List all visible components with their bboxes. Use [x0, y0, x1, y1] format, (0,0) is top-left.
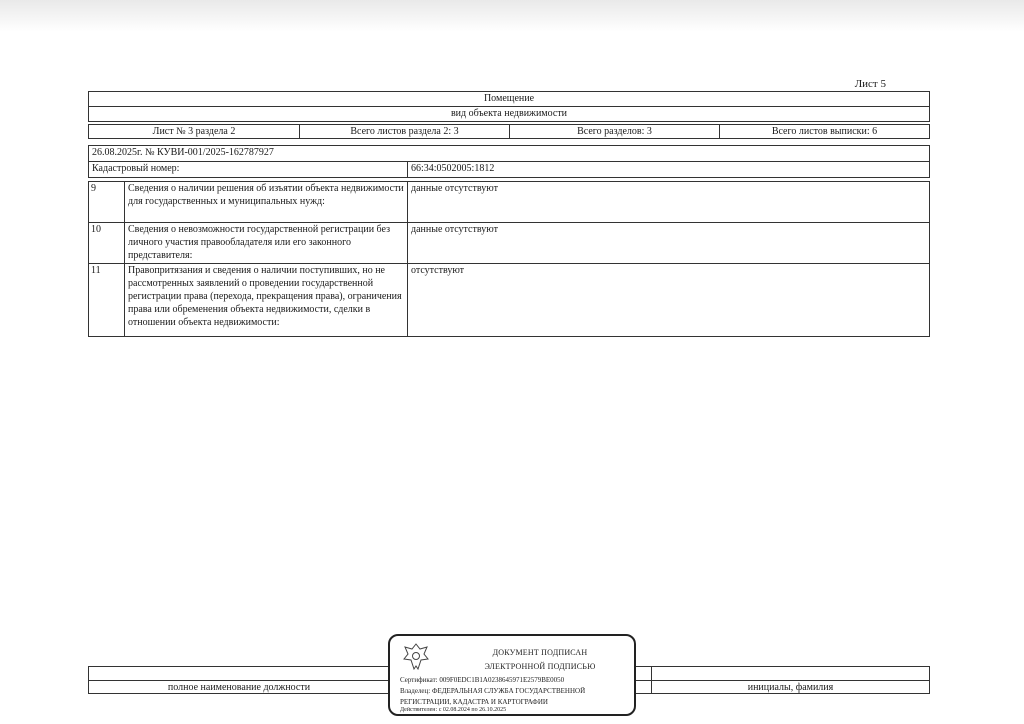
name-field: [651, 667, 929, 680]
table-row: [89, 263, 929, 336]
cadastral-number-label: Кадастровый номер:: [92, 163, 180, 174]
row-description: Правопритязания и сведения о наличии поступивших, но не рассмотренных заявлений о проведении государственной регистрации права (перехода, прекращения права), ограничения права или обременения объекта недвижимости, сделки в отношении объекта недвижимости:: [124, 264, 407, 336]
table-row: [89, 222, 929, 263]
row-value: отсутствуют: [407, 264, 929, 336]
table-row: [89, 182, 929, 222]
row-value: данные отсутствуют: [407, 182, 929, 222]
stamp-title: ДОКУМЕНТ ПОДПИСАН: [492, 648, 588, 657]
sheets-info-row: [88, 124, 930, 139]
row-number: 9: [91, 183, 96, 194]
stamp-validity: Действителен: с 02.08.2024 по 26.10.2025: [400, 707, 507, 713]
cadastral-number-value: 66:34:0502005:1812: [407, 162, 929, 177]
stamp-owner-continued: РЕГИСТРАЦИИ, КАДАСТРА И КАРТОГРАФИИ: [400, 698, 548, 706]
object-type-header: [88, 91, 930, 122]
row-number: 10: [91, 224, 101, 235]
position-caption: полное наименование должности: [167, 682, 311, 693]
name-caption: инициалы, фамилия: [651, 681, 929, 694]
stamp-subtitle: ЭЛЕКТРОННОЙ ПОДПИСЬЮ: [484, 662, 596, 671]
sheet-number: Лист 5: [854, 78, 886, 90]
electronic-signature-stamp: [388, 634, 636, 716]
position-field: [89, 667, 389, 680]
row-number: 11: [91, 265, 101, 276]
row-description: Сведения о невозможности государственной регистрации без личного участия правообладателя или его законного представителя:: [124, 223, 407, 263]
stamp-certificate: Сертификат: 009F0EDC1B1A0238645971E2579BE0050: [400, 676, 565, 684]
row-value: данные отсутствуют: [407, 223, 929, 263]
cadastral-block: [88, 145, 930, 178]
row-description: Сведения о наличии решения об изъятии объекта недвижимости для государственных и муниципальных нужд:: [124, 182, 407, 222]
coat-of-arms-icon: [402, 642, 430, 672]
total-extract-sheets: Всего листов выписки: 6: [719, 125, 929, 138]
details-table: [88, 181, 930, 337]
document-reference: 26.08.2025г. № КУВИ-001/2025-162787927: [92, 147, 274, 158]
scan-top-shade: [0, 0, 1024, 32]
stamp-owner: Владелец: ФЕДЕРАЛЬНАЯ СЛУЖБА ГОСУДАРСТВЕННОЙ: [400, 687, 586, 695]
object-type: Помещение: [483, 93, 535, 104]
total-section-sheets: Всего листов раздела 2: 3: [299, 125, 509, 138]
sheet-of-section: Лист № 3 раздела 2: [152, 126, 236, 137]
object-type-caption: вид объекта недвижимости: [450, 108, 568, 119]
total-sections: Всего разделов: 3: [509, 125, 719, 138]
